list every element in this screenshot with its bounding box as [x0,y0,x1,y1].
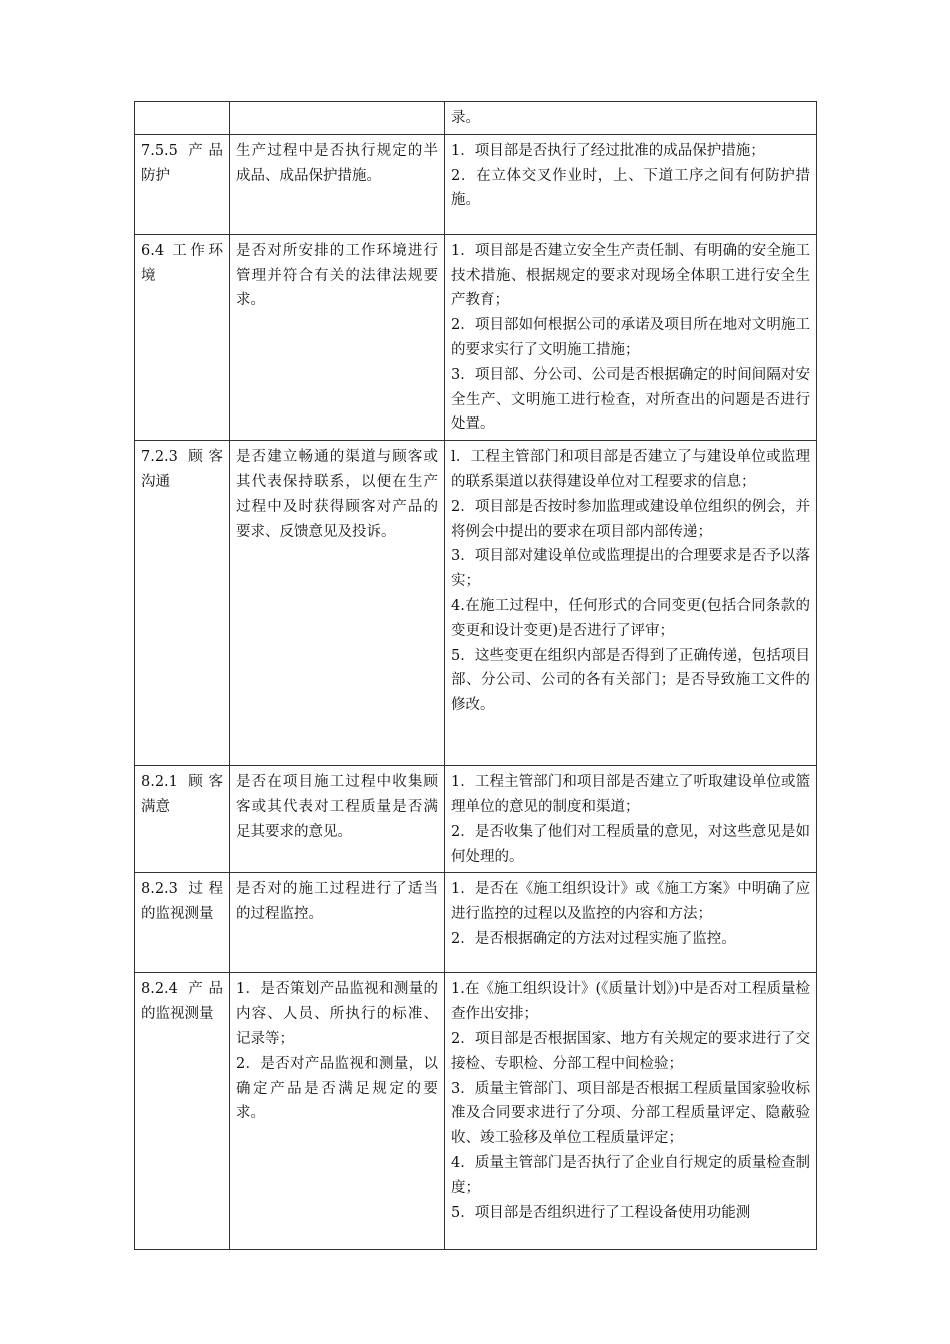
table-row [135,766,817,873]
requirement-text: 2．是否对产品监视和测量，以确定产品是否满足规定的要求。 [236,1055,438,1122]
requirement-cell [230,134,445,234]
table-row [135,441,817,766]
requirement-text: 是否对的施工过程进行了适当的过程监控。 [236,881,438,923]
check-item: 2．是否收集了他们对工程质量的意见，对这些意见是如何处理的。 [451,823,810,865]
clause-cell: 8.2.1 顾客满意 [135,766,230,873]
check-item: 2．在立体交叉作业时，上、下道工序之间有何防护措施。 [451,167,810,209]
clause-cell: 7.2.3 顾客沟通 [135,441,230,766]
check-item: l．工程主管部门和项目部是否建立了与建设单位或监理的联系渠道以获得建设单位对工程要求的信息； [451,449,810,490]
table-row [135,973,817,1250]
check-item: 1．项目部是否建立安全生产责任制、有明确的安全施工技术措施、根据规定的要求对现场全体职工进行安全生产教育； [451,242,810,309]
requirement-cell [230,234,445,440]
requirement-cell [230,973,445,1250]
check-item: 4．质量主管部门是否执行了企业自行规定的质量检查制度； [451,1154,810,1196]
requirement-text: 1．是否策划产品监视和测量的内容、人员、所执行的标准、记录等； [236,981,438,1047]
check-item: 5．这些变更在组织内部是否得到了正确传递，包括项目部、分公司、公司的各有关部门；是否导致施工文件的修改。 [451,647,810,714]
requirement-text: 是否对所安排的工作环境进行管理并符合有关的法律法规要求。 [236,242,438,309]
requirement-cell [230,873,445,973]
clause-cell: 8.2.4 产品的监视测量 [135,973,230,1250]
check-item: 3．质量主管部门、项目部是否根据工程质量国家验收标准及合同要求进行了分项、分部工程质量评定、隐蔽验收、竣工验移及单位工程质量评定； [451,1080,810,1147]
requirement-cell [230,102,445,135]
requirement-cell [230,441,445,766]
clause-cell: 7.5.5 产品防护 [135,134,230,234]
requirement-cell [230,766,445,873]
check-item: 录。 [451,110,480,126]
audit-checklist-table [134,101,817,1250]
check-item: 1.在《施工组织设计》(《质量计划》)中是否对工程质量检查作出安排； [451,981,810,1023]
requirement-text: 是否在项目施工过程中收集顾客或其代表对工程质量是否满足其要求的意见。 [236,774,438,840]
table-row [135,102,817,135]
checks-cell [445,873,817,973]
check-item: 2．项目部是否按时参加监理或建设单位组织的例会，并将例会中提出的要求在项目部内部传递； [451,498,810,540]
check-item: 1．是否在《施工组织设计》或《施工方案》中明确了应进行监控的过程以及监控的内容和方法； [451,881,810,923]
check-item: 5．项目部是否组织进行了工程设备使用功能测 [451,1204,751,1221]
requirement-text: 生产过程中是否执行规定的半成品、成品保护措施。 [236,142,438,184]
clause-cell: 6.4 工作环境 [135,234,230,440]
checks-cell [445,134,817,234]
checks-cell [445,234,817,440]
checks-cell [445,441,817,766]
check-item: 1．项目部是否执行了经过批准的成品保护措施； [451,142,765,159]
check-item: 3．项目部对建设单位或监理提出的合理要求是否予以落实； [451,548,810,590]
table-row [135,134,817,234]
check-item: 4.在施工过程中，任何形式的合同变更(包括合同条款的变更和设计变更)是否进行了评审； [451,597,810,639]
check-item: 3．项目部、分公司、公司是否根据确定的时间间隔对安全生产、文明施工进行检查，对所查出的问题是否进行处置。 [451,366,810,433]
clause-cell [135,102,230,135]
checks-cell [445,973,817,1250]
check-item: 2．项目部是否根据国家、地方有关规定的要求进行了交接检、专职检、分部工程中间检验； [451,1030,810,1072]
table-row [135,873,817,973]
check-item: 2．是否根据确定的方法对过程实施了监控。 [451,930,736,947]
check-item: 2．项目部如何根据公司的承诺及项目所在地对文明施工的要求实行了文明施工措施； [451,317,810,358]
checks-cell [445,102,817,135]
clause-cell: 8.2.3 过程的监视测量 [135,873,230,973]
requirement-text: 是否建立畅通的渠道与顾客或其代表保持联系，以便在生产过程中及时获得顾客对产品的要求、反馈意见及投诉。 [236,449,438,540]
checks-cell [445,766,817,873]
table-row [135,234,817,440]
check-item: 1．工程主管部门和项目部是否建立了听取建设单位或篮理单位的意见的制度和渠道； [451,774,810,815]
